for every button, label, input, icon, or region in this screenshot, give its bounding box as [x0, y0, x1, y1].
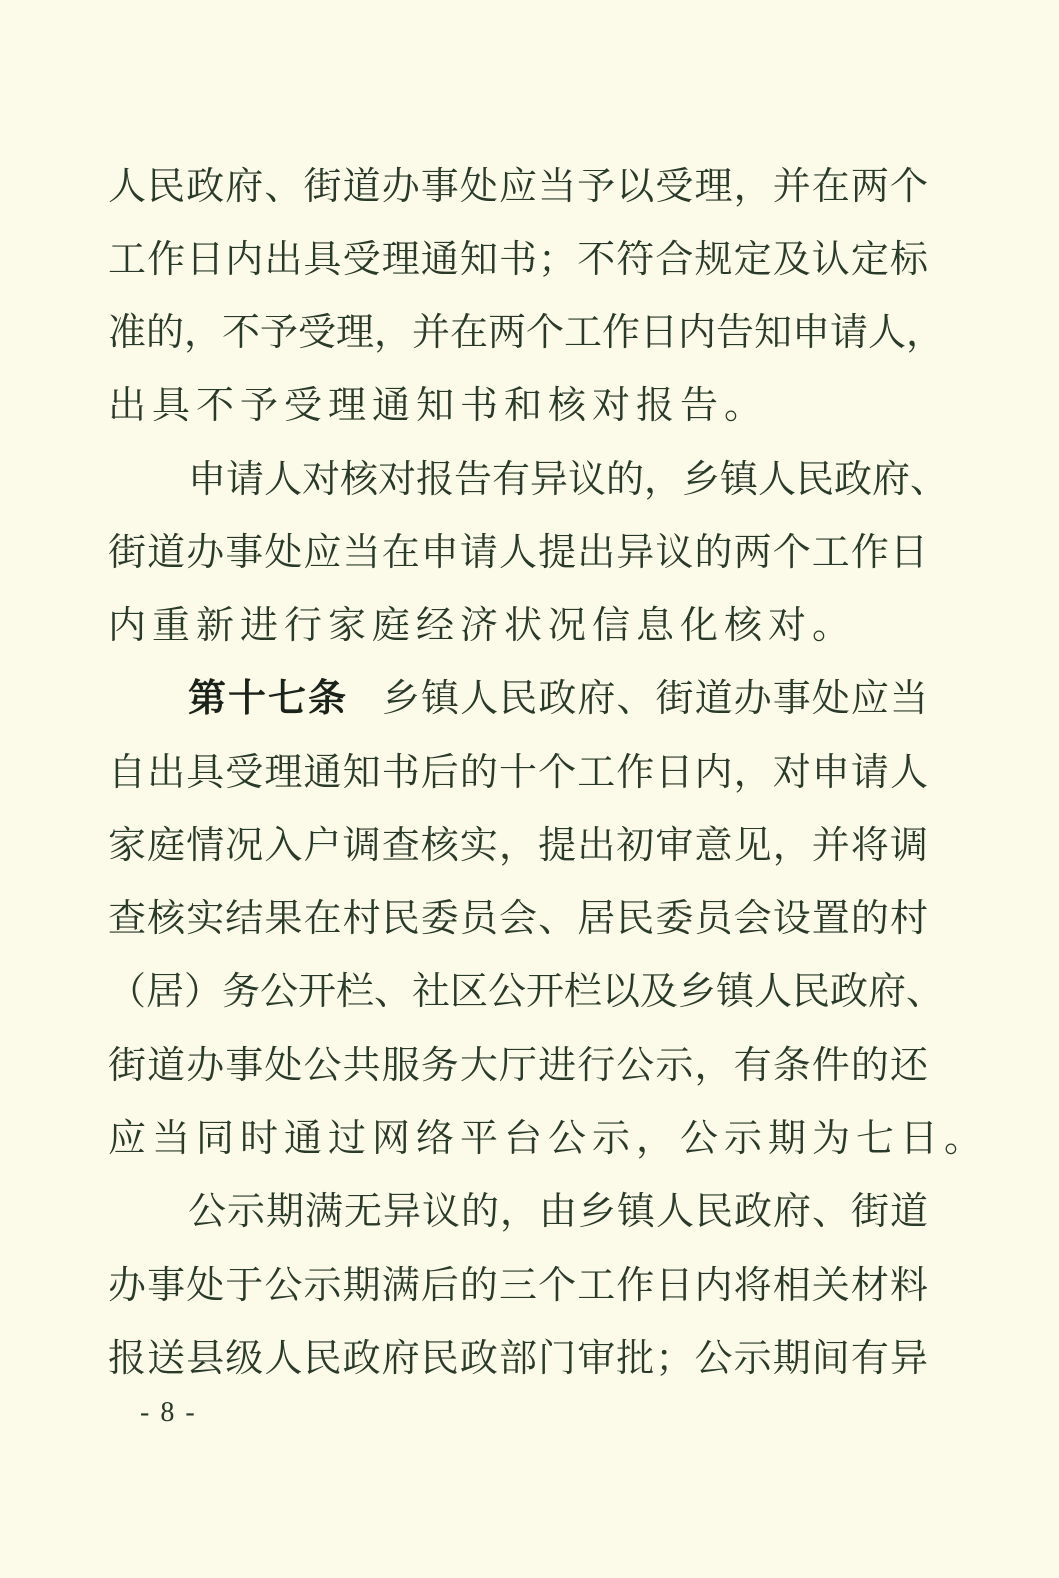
- body-line: （居）务公开栏、社区公开栏以及乡镇人民政府、: [108, 969, 945, 1013]
- article-line: [188, 664, 928, 732]
- body-line: 自出具受理通知书后的十个工作日内，对申请人: [108, 750, 928, 794]
- body-line: 公示期满无异议的，由乡镇人民政府、街道: [188, 1189, 928, 1233]
- body-line: 查核实结果在村民委员会、居民委员会设置的村: [108, 896, 928, 940]
- page-number: - 8 -: [140, 1397, 197, 1428]
- body-line: 人民政府、街道办事处应当予以受理，并在两个: [108, 164, 928, 208]
- body-line: 家庭情况入户调查核实，提出初审意见，并将调: [108, 823, 928, 867]
- body-line: 申请人对核对报告有异议的，乡镇人民政府、: [188, 457, 949, 501]
- body-line: 出具不予受理通知书和核对报告。: [108, 383, 769, 427]
- body-line: 应当同时通过网络平台公示，公示期为七日。: [108, 1116, 989, 1160]
- article-heading: 第十七条: [188, 676, 349, 720]
- body-line: 内重新进行家庭经济状况信息化核对。: [108, 603, 857, 647]
- body-line: 街道办事处应当在申请人提出异议的两个工作日: [108, 530, 928, 574]
- article-line-text: 乡镇人民政府、街道办事处应当: [382, 676, 928, 720]
- body-line: 报送县级人民政府民政部门审批；公示期间有异: [108, 1336, 928, 1380]
- body-line: 工作日内出具受理通知书；不符合规定及认定标: [108, 237, 928, 281]
- body-line: 准的，不予受理，并在两个工作日内告知申请人，: [108, 310, 945, 354]
- body-line: 街道办事处公共服务大厅进行公示，有条件的还: [108, 1043, 928, 1087]
- body-line: 办事处于公示期满后的三个工作日内将相关材料: [108, 1263, 928, 1307]
